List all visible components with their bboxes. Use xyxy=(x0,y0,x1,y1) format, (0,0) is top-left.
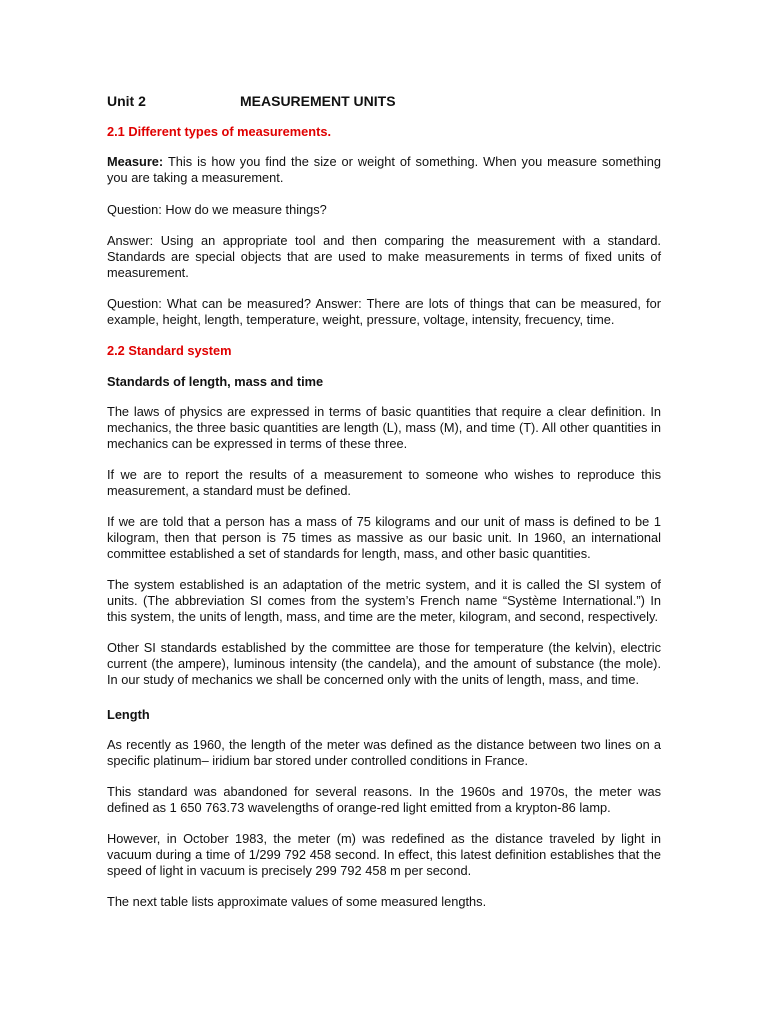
paragraph-1983: However, in October 1983, the meter (m) was redefined as the distance traveled by light in vacuum during a time of 1/299 792 458 second. In effect, this latest definition establishes that the speed of light in vacuum is precisely 299 792 458 m per second. xyxy=(107,831,661,878)
section-heading-2-1: 2.1 Different types of measurements. xyxy=(107,124,332,139)
page-title xyxy=(107,92,661,112)
section-heading-2-2: 2.2 Standard system xyxy=(107,343,232,358)
paragraph-mass: If we are told that a person has a mass of 75 kilograms and our unit of mass is defined to be 1 kilogram, then that person is 75 times as massive as our basic unit. In 1960, an international committee established a set of standards for length, mass, and other basic quantities. xyxy=(107,514,661,561)
paragraph-table-intro: The next table lists approximate values of some measured lengths. xyxy=(107,894,487,909)
subheading-standards: Standards of length, mass and time xyxy=(107,374,324,389)
measure-term: Measure: xyxy=(107,154,164,169)
paragraph-question-1: Question: How do we measure things? xyxy=(107,202,327,217)
paragraph-question-2: Question: What can be measured? Answer: There are lots of things that can be measured, for example, height, length, temperature, weight, pressure, voltage, intensity, frecuency, time. xyxy=(107,296,661,327)
subheading-length: Length xyxy=(107,707,150,722)
paragraph-laws: The laws of physics are expressed in terms of basic quantities that require a clear definition. In mechanics, the three basic quantities are length (L), mass (M), and time (T). All other quantities in mechanics can be expressed in terms of these three. xyxy=(107,404,661,451)
paragraph-other-standards: Other SI standards established by the committee are those for temperature (the kelvin), electric current (the ampere), luminous intensity (the candela), and the amount of substance (the mole). In our study of mechanics we shall be concerned only with the units of length, mass, and time. xyxy=(107,640,661,687)
paragraph-measure xyxy=(107,154,661,186)
paragraph-answer-1: Answer: Using an appropriate tool and then comparing the measurement with a standard. Standards are special objects that are used to make measurements in terms of fixed units of measurement. xyxy=(107,233,661,280)
paragraph-si-system: The system established is an adaptation of the metric system, and it is called the SI system of units. (The abbreviation SI comes from the system’s French name “Système International.”) In this system, the units of length, mass, and time are the meter, kilogram, and second, respectively. xyxy=(107,577,661,624)
unit-title: MEASUREMENT UNITS xyxy=(240,93,396,109)
unit-label: Unit 2 xyxy=(107,93,146,109)
measure-definition: This is how you find the size or weight of something. When you measure something you are taking a measurement. xyxy=(107,154,661,185)
paragraph-report: If we are to report the results of a measurement to someone who wishes to reproduce this measurement, a standard must be defined. xyxy=(107,467,661,498)
paragraph-abandoned: This standard was abandoned for several reasons. In the 1960s and 1970s, the meter was defined as 1 650 763.73 wavelengths of orange-red light emitted from a krypton-86 lamp. xyxy=(107,784,661,815)
paragraph-1960: As recently as 1960, the length of the meter was defined as the distance between two lines on a specific platinum– iridium bar stored under controlled conditions in France. xyxy=(107,737,661,768)
